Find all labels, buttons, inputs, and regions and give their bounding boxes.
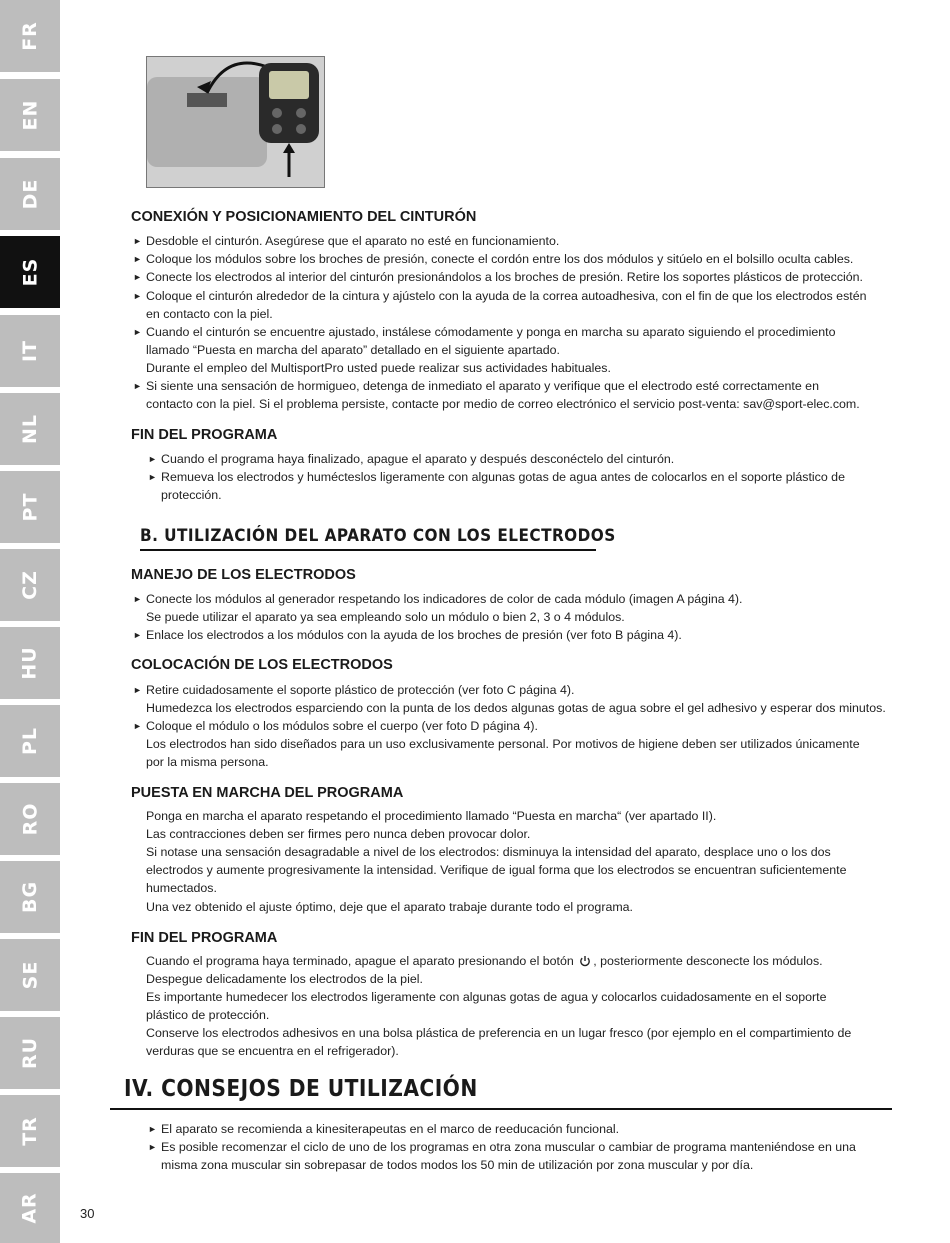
text-line: en contacto con la piel. xyxy=(146,307,273,321)
text-line: Ponga en marcha el aparato respetando el procedimiento llamado “Puesta en marcha“ (ver apartado II). xyxy=(146,809,717,823)
lang-tab-ru[interactable]: RU xyxy=(0,1017,60,1089)
text-line: Coloque los módulos sobre los broches de presión, conecte el cordón entre los dos módulos y sitúelo en el bolsillo oculta cables. xyxy=(146,252,854,266)
heading-colocacion: COLOCACIÓN DE LOS ELECTRODOS xyxy=(131,657,393,673)
text-line: Coloque el cinturón alrededor de la cintura y ajústelo con la ayuda de la correa autoadhesiva, con el fin de que los electrodos estén xyxy=(146,289,867,303)
bullet-icon: ► xyxy=(133,594,142,604)
bullet-icon: ► xyxy=(133,254,142,264)
text-line: Es posible recomenzar el ciclo de uno de los programas en otra zona muscular o cambiar de programa manteniéndose en una xyxy=(161,1140,856,1154)
lang-tab-tr[interactable]: TR xyxy=(0,1095,60,1167)
heading-manejo: MANEJO DE LOS ELECTRODOS xyxy=(131,567,356,583)
text-fragment: , posteriormente desconecte los módulos. xyxy=(593,954,823,968)
text-line: Retire cuidadosamente el soporte plástico de protección (ver foto C página 4). xyxy=(146,683,575,697)
text-line: Las contracciones deben ser firmes pero nunca deben provocar dolor. xyxy=(146,827,531,841)
bullet-icon: ► xyxy=(133,327,142,337)
bullet-icon: ► xyxy=(133,236,142,246)
heading-section-b: B. UTILIZACIÓN DEL APARATO CON LOS ELECTRODOS xyxy=(140,526,616,546)
lang-tab-pt[interactable]: PT xyxy=(0,471,60,543)
text-line: Es importante humedecer los electrodos ligeramente con algunas gotas de agua y colocarlos cuidadosamente en el soporte xyxy=(146,990,827,1004)
text-line: Enlace los electrodos a los módulos con la ayuda de los broches de presión (ver foto B página 4). xyxy=(146,628,682,642)
text-line: Si siente una sensación de hormigueo, detenga de inmediato el aparato y verifique que el electrodo esté correctamente en xyxy=(146,379,819,393)
language-sidebar xyxy=(0,0,60,1243)
photo-device-pouch xyxy=(146,56,325,188)
lang-tab-de[interactable]: DE xyxy=(0,158,60,230)
bullet-icon: ► xyxy=(148,1124,157,1134)
lang-tab-nl[interactable]: NL xyxy=(0,393,60,465)
lang-tab-ro[interactable]: RO xyxy=(0,783,60,855)
heading-fin-programa-2: FIN DEL PROGRAMA xyxy=(131,930,278,946)
lang-tab-cz[interactable]: CZ xyxy=(0,549,60,621)
lang-tab-bg[interactable]: BG xyxy=(0,861,60,933)
text-line: Remueva los electrodos y humécteslos ligeramente con algunas gotas de agua antes de colocarlos en el soporte plástico de xyxy=(161,470,845,484)
lang-tab-se[interactable]: SE xyxy=(0,939,60,1011)
text-line: Una vez obtenido el ajuste óptimo, deje que el aparato trabaje durante todo el programa. xyxy=(146,900,633,914)
text-line: El aparato se recomienda a kinesiterapeutas en el marco de reeducación funcional. xyxy=(161,1122,620,1136)
text-line: Conecte los electrodos al interior del cinturón presionándolos a los broches de presión. Retire los soportes plásticos de protección. xyxy=(146,270,863,284)
lang-tab-it[interactable]: IT xyxy=(0,315,60,387)
lang-tab-ar[interactable]: AR xyxy=(0,1173,60,1243)
bullet-icon: ► xyxy=(133,685,142,695)
text-line: misma zona muscular sin sobrepasar de todos modos los 50 min de utilización por zona muscular y por día. xyxy=(161,1158,754,1172)
section-b-underline xyxy=(140,549,596,551)
photo-strip xyxy=(146,56,892,188)
text-line: Desdoble el cinturón. Asegúrese que el aparato no esté en funcionamiento. xyxy=(146,234,560,248)
section-iv-underline xyxy=(110,1108,892,1110)
text-line: Conecte los módulos al generador respetando los indicadores de color de cada módulo (imagen A página 4). xyxy=(146,592,743,606)
bullet-icon: ► xyxy=(148,1142,157,1152)
lang-tab-pl[interactable]: PL xyxy=(0,705,60,777)
text-line: humectados. xyxy=(146,881,217,895)
text-line: Humedezca los electrodos esparciendo con la punta de los dedos algunas gotas de agua sobre el gel adhesivo y esperar dos minutos. xyxy=(146,701,886,715)
text-line: Despegue delicadamente los electrodos de la piel. xyxy=(146,972,423,986)
bullet-icon: ► xyxy=(133,630,142,640)
text-line: Si notase una sensación desagradable a nivel de los electrodos: disminuya la intensidad del aparato, desplace uno o los dos xyxy=(146,845,831,859)
bullet-icon: ► xyxy=(133,291,142,301)
bullet-icon: ► xyxy=(133,272,142,282)
bullet-icon: ► xyxy=(148,454,157,464)
heading-conexion: CONEXIÓN Y POSICIONAMIENTO DEL CINTURÓN xyxy=(131,209,477,225)
text-line: plástico de protección. xyxy=(146,1008,270,1022)
text-line: contacto con la piel. Si el problema persiste, contacte por medio de correo electrónico el servicio post-venta: sav@sport-elec.com. xyxy=(146,397,860,411)
text-line-power xyxy=(146,952,823,970)
lang-tab-fr[interactable]: FR xyxy=(0,0,60,72)
bullet-icon: ► xyxy=(148,472,157,482)
lang-tab-hu[interactable]: HU xyxy=(0,627,60,699)
page-number: 30 xyxy=(80,1206,95,1221)
heading-section-iv: IV. CONSEJOS DE UTILIZACIÓN xyxy=(124,1076,478,1102)
text-line: Coloque el módulo o los módulos sobre el cuerpo (ver foto D página 4). xyxy=(146,719,538,733)
text-line: Los electrodos han sido diseñados para un uso exclusivamente personal. Por motivos de higiene deben ser utilizados únicamente xyxy=(146,737,860,751)
bullet-icon: ► xyxy=(133,381,142,391)
heading-fin-programa-1: FIN DEL PROGRAMA xyxy=(131,427,278,443)
text-line: Conserve los electrodos adhesivos en una bolsa plástica de preferencia en un lugar fresco (por ejemplo en el compartimiento de xyxy=(146,1026,852,1040)
power-icon xyxy=(579,955,591,967)
lang-tab-en[interactable]: EN xyxy=(0,79,60,151)
text-line: llamado “Puesta en marcha del aparato” detallado en el siguiente apartado. xyxy=(146,343,560,357)
text-line: verduras que se encuentra en el refrigerador). xyxy=(146,1044,399,1058)
heading-puesta-en-marcha: PUESTA EN MARCHA DEL PROGRAMA xyxy=(131,785,404,801)
text-line: Durante el empleo del MultisportPro usted puede realizar sus actividades habituales. xyxy=(146,361,611,375)
text-line: protección. xyxy=(161,488,222,502)
lang-tab-es[interactable]: ES xyxy=(0,236,60,308)
text-line: Cuando el cinturón se encuentre ajustado, instálese cómodamente y ponga en marcha su aparato siguiendo el procedimiento xyxy=(146,325,836,339)
text-line: Cuando el programa haya finalizado, apague el aparato y después desconéctelo del cinturón. xyxy=(161,452,675,466)
text-line: por la misma persona. xyxy=(146,755,269,769)
text-line: Se puede utilizar el aparato ya sea empleando solo un módulo o bien 2, 3 o 4 módulos. xyxy=(146,610,625,624)
text-fragment: Cuando el programa haya terminado, apague el aparato presionando el botón xyxy=(146,954,574,968)
bullet-icon: ► xyxy=(133,721,142,731)
text-line: electrodos y aumente progresivamente la intensidad. Verifique de igual forma que los electrodos se encuentran suficientemente xyxy=(146,863,847,877)
